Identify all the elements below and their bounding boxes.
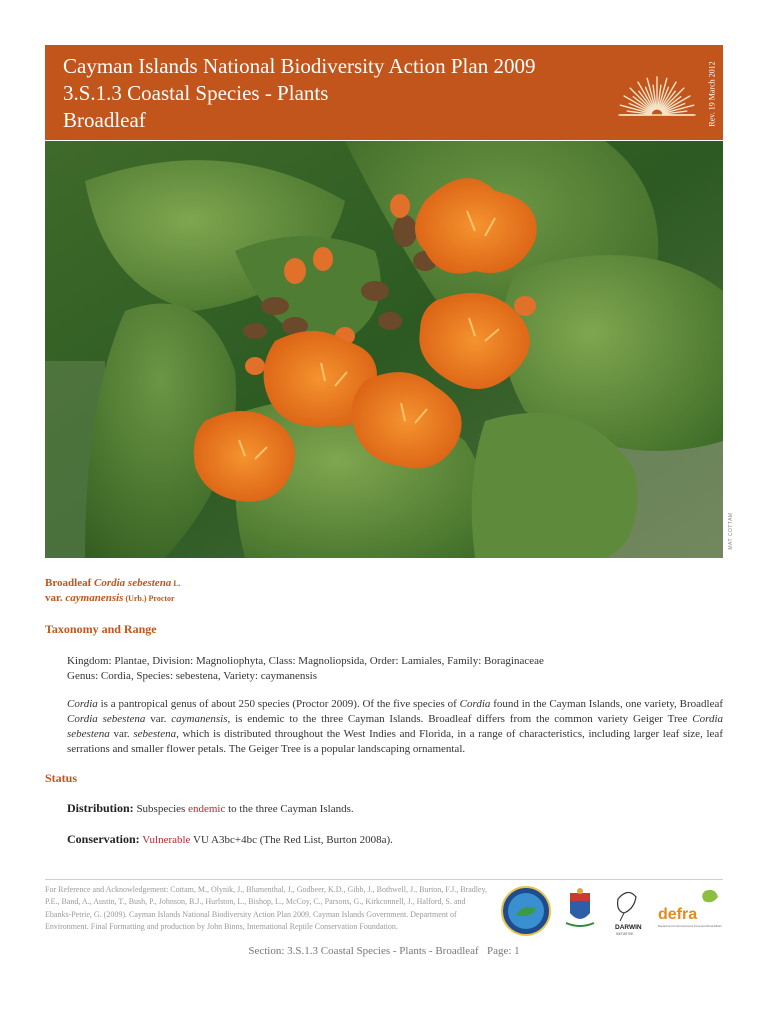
title-line-2: 3.S.1.3 Coastal Species - Plants: [63, 81, 329, 105]
scientific-name: Cordia sebestena: [94, 577, 172, 589]
title-line-3: Broadleaf: [63, 108, 146, 132]
taxonomy-classification: [67, 654, 723, 684]
common-name: Broadleaf: [45, 577, 94, 589]
variety-label: var.: [45, 592, 66, 604]
darwin-sub-text: INITIATIVE: [616, 932, 634, 936]
environment-dept-crest-icon: [566, 888, 594, 926]
conservation-line: [67, 832, 723, 848]
header-banner: [45, 45, 723, 140]
para-text-2: found in the Cayman Islands, one variety, Broadleaf: [490, 698, 723, 710]
photo-credit: [724, 505, 738, 557]
species-photo: [45, 141, 723, 558]
conservation-label: Conservation:: [67, 832, 140, 846]
para-text-4: , is endemic to the three Cayman Islands. Broadleaf differs from the common variety Geiger Tree: [227, 713, 693, 725]
title-line-1: Cayman Islands National Biodiversity Action Plan 2009: [63, 54, 536, 78]
conservation-highlight: Vulnerable: [142, 834, 191, 846]
sci-italic-1: Cordia sebestena: [67, 713, 146, 725]
photo-credit-text: MAT COTTAM: [728, 512, 734, 550]
darwin-initiative-logo-icon: [615, 892, 642, 936]
genus-italic-1: Cordia: [67, 698, 98, 710]
para-text-5: var.: [109, 728, 134, 740]
variety-name: caymanensis: [65, 592, 124, 604]
divider: [45, 879, 723, 880]
darwin-text: DARWIN: [615, 924, 642, 931]
revision-text: Rev. 19 March 2012: [707, 61, 717, 127]
header-title: [63, 53, 535, 134]
genus-italic-2: Cordia: [459, 698, 491, 710]
acknowledgement-text: For Reference and Acknowledgement: Cottam, M., Olynik, J., Blumenthal, J., Godbeer, K.D., Gibb, J., Bothwell, J., Burton, F.J., Bradley, P.E., Band, A., Austin, T., Bush, P., Johnson, B.J., Hurlston, L., Bishop, L., McCoy, C., Parsons, G., Kirkconnell, J., Halford, S. and Ebanks-Petrie, G. (2009). Cayman Islands National Biodiversity Action Plan 2009. Cayman Islands Government. Department of Environment. Final Formatting and production by John Binns, International Reptile Conservation Foundation.: [45, 885, 488, 931]
species-name: [45, 576, 181, 606]
para-text-3: var.: [145, 713, 172, 725]
distribution-post: to the three Cayman Islands.: [225, 803, 354, 815]
taxonomy-heading: Taxonomy and Range: [45, 622, 157, 636]
distribution-label: Distribution:: [67, 801, 134, 815]
sci-italic-2: Cordia sebestena: [67, 713, 723, 740]
author-1: L.: [171, 579, 181, 588]
var-italic-1: caymanensis: [171, 713, 228, 725]
distribution-line: [67, 801, 723, 817]
distribution-pre: Subspecies: [133, 803, 189, 815]
taxonomy-paragraph: [67, 697, 723, 757]
sunburst-logo-icon: [617, 53, 697, 133]
biodiversity-logo-icon: [502, 887, 550, 935]
footer-section: Section: 3.S.1.3 Coastal Species - Plants - Broadleaf: [248, 945, 479, 957]
revision-label: [705, 55, 719, 133]
var-italic-2: sebestena: [133, 728, 177, 740]
conservation-post: VU A3bc+4bc (The Red List, Burton 2008a).: [190, 834, 393, 846]
classification-line-2: Genus: Cordia, Species: sebestena, Variety: caymanensis: [67, 670, 317, 682]
partner-logos: [500, 885, 725, 937]
para-text-6: , which is distributed throughout the West Indies and Florida, in a range of characteristics, including larger leaf size, leaf serrations and smaller flower petals. The Geiger Tree is a popular landscaping ornamental.: [67, 728, 723, 755]
defra-logo-icon: [658, 890, 722, 928]
distribution-highlight: endemic: [188, 803, 226, 815]
status-heading: Status: [45, 771, 78, 785]
footer-page-number: Page: 1: [486, 945, 520, 957]
para-text-1: is a pantropical genus of about 250 species (Proctor 2009). Of the five species of: [97, 698, 460, 710]
page-footer: [0, 945, 768, 957]
author-2: (Urb.) Proctor: [123, 594, 175, 603]
defra-text: defra: [658, 906, 698, 923]
classification-line-1: Kingdom: Plantae, Division: Magnoliophyta, Class: Magnoliopsida, Order: Lamiales, Family: Boraginaceae: [67, 655, 544, 667]
defra-sub-text: Department for Environment Food and Rural Affairs: [658, 924, 722, 928]
